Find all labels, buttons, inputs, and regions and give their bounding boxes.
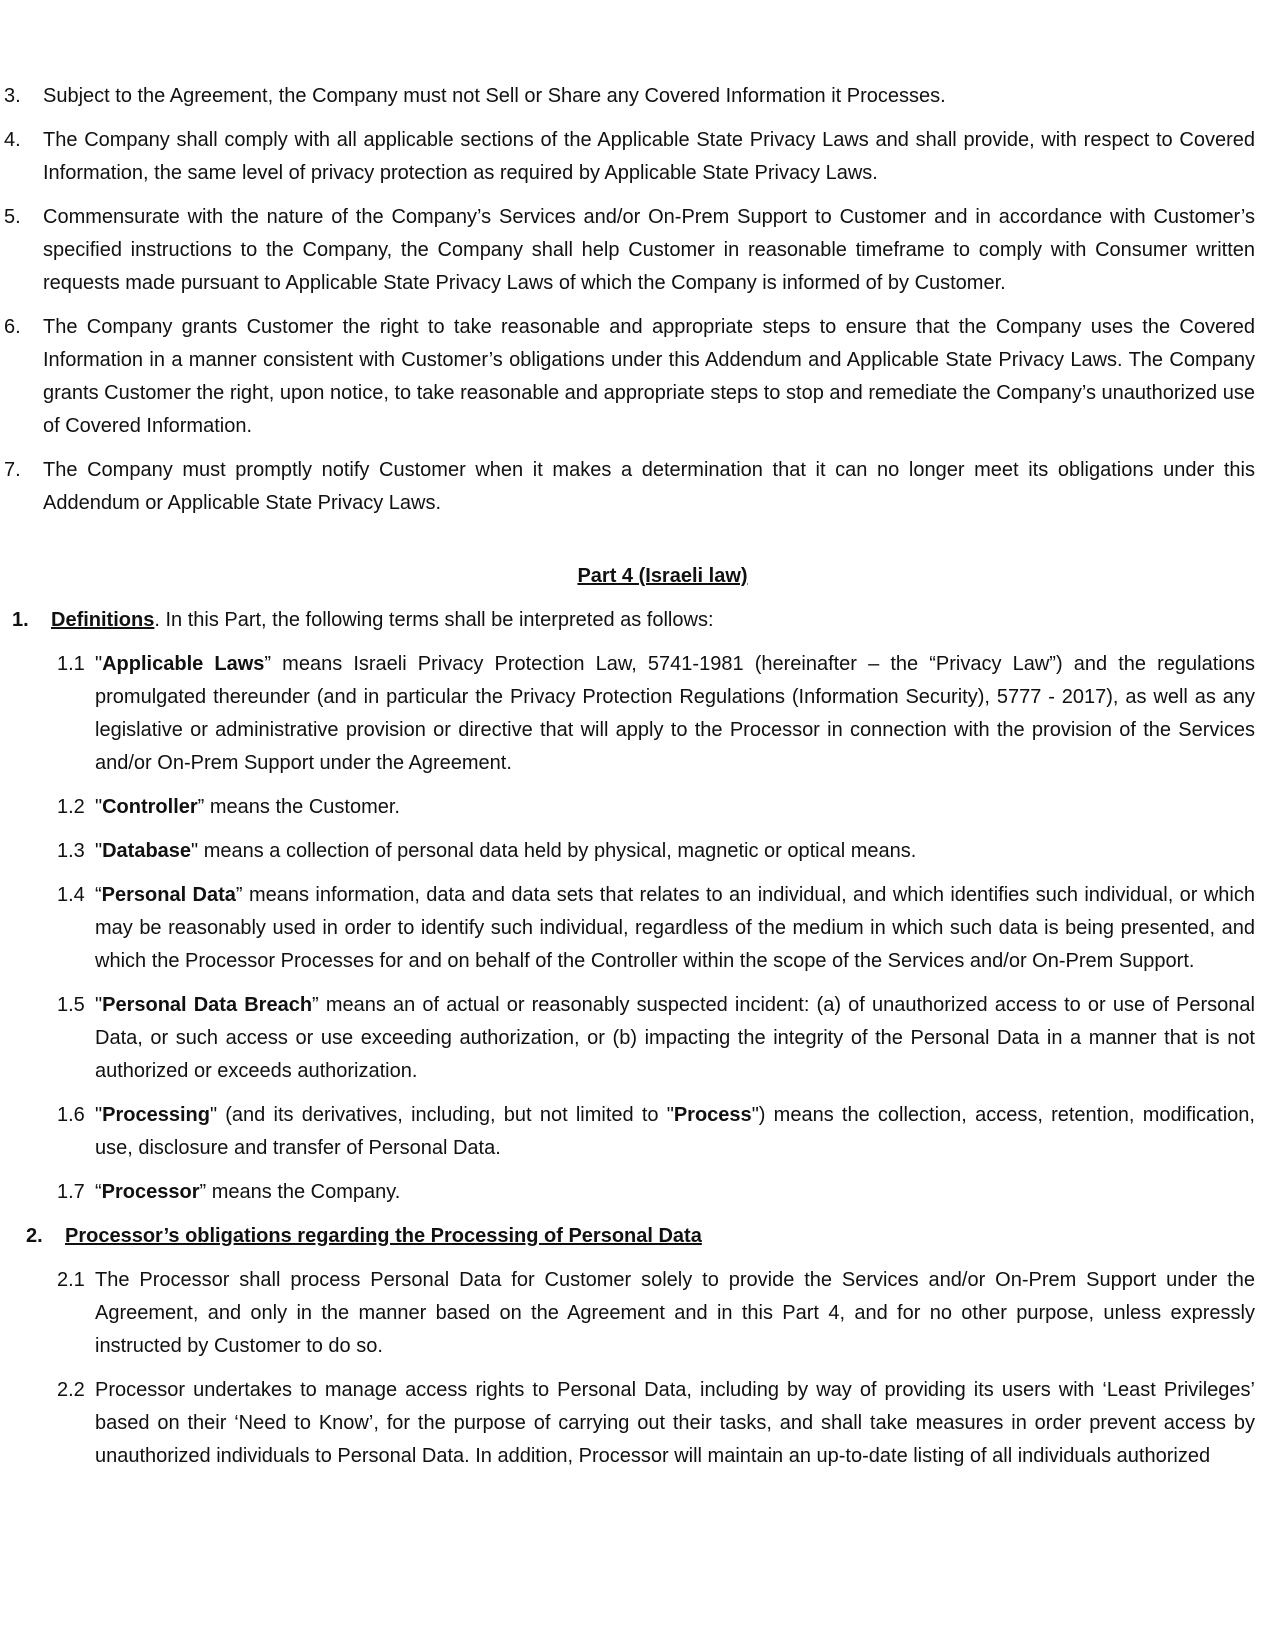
defined-term: Processing — [102, 1104, 210, 1126]
item-text: The Processor shall process Personal Data for Customer solely to provide the Services and/or On-Prem Support under the Agreement, and only in the manner based on the Agreement and in this Part 4, and for no other purpose, unless expressly instructed by Customer to do so. — [95, 1269, 1255, 1357]
defined-term: Processor — [101, 1181, 200, 1203]
definition-item — [0, 791, 1275, 824]
item-text: The Company must promptly notify Customer when it makes a determination that it can no longer meet its obligations under this Addendum or Applicable State Privacy Laws. — [43, 459, 1255, 514]
item-text: Subject to the Agreement, the Company must not Sell or Share any Covered Information it Processes. — [43, 85, 946, 107]
definition-item — [0, 1176, 1275, 1209]
section-number: 1. — [12, 609, 29, 631]
definition-item — [0, 648, 1275, 780]
defined-term: Database — [102, 840, 192, 862]
definition-text: " (and its derivatives, including, but not limited to " — [209, 1104, 674, 1126]
section-heading — [51, 604, 1255, 637]
item-text — [95, 835, 1255, 868]
item-text — [95, 879, 1255, 978]
definition-text: ") means the collection, access, retention, modification, use, disclosure and transfer of Personal Data. — [95, 1104, 1255, 1159]
open-quote: " — [95, 653, 103, 675]
item-number: 2.2 — [57, 1379, 85, 1401]
item-text — [95, 648, 1255, 780]
definition-text: " means a collection of personal data held by physical, magnetic or optical means. — [191, 840, 917, 862]
list-item — [0, 201, 1275, 300]
open-quote: " — [95, 796, 103, 818]
open-quote: " — [95, 994, 103, 1016]
list-item — [0, 311, 1275, 443]
item-number: 1.2 — [57, 796, 85, 818]
defined-term: Controller — [102, 796, 198, 818]
item-text — [95, 1099, 1255, 1165]
list-item — [0, 454, 1275, 520]
definition-text: ” means the Customer. — [197, 796, 400, 818]
section-definitions — [0, 604, 1275, 637]
part-heading: Part 4 (Israeli law) — [577, 565, 748, 587]
definition-item — [0, 879, 1275, 978]
item-number: 1.4 — [57, 884, 85, 906]
item-number: 5. — [4, 206, 21, 228]
obligation-item — [0, 1264, 1275, 1363]
section-title: Definitions — [51, 609, 155, 631]
item-number: 1.5 — [57, 994, 85, 1016]
definition-item — [0, 835, 1275, 868]
section-number: 2. — [26, 1225, 43, 1247]
open-quote: “ — [95, 1181, 102, 1203]
item-text: The Company shall comply with all applicable sections of the Applicable State Privacy Laws and shall provide, with respect to Covered Information, the same level of privacy protection as required by Applicable State Privacy Laws. — [43, 129, 1255, 184]
obligation-item — [0, 1374, 1275, 1473]
item-text — [95, 791, 1255, 824]
list-item — [0, 80, 1275, 113]
definition-item — [0, 1099, 1275, 1165]
item-number: 4. — [4, 129, 21, 151]
item-number: 7. — [4, 459, 21, 481]
item-number: 3. — [4, 85, 21, 107]
item-number: 1.1 — [57, 653, 85, 675]
definition-text: ” means information, data and data sets that relates to an individual, and which identifies such individual, or which may be reasonably used in order to identify such individual, regardless of the medium in which such data is being presented, and which the Processor Processes for and on behalf of the Controller within the scope of the Services and/or On-Prem Support. — [95, 884, 1255, 972]
item-number: 1.3 — [57, 840, 85, 862]
item-text — [95, 989, 1255, 1088]
definition-text: ” means an of actual or reasonably suspected incident: (a) of unauthorized access to or use of Personal Data, or such access or use exceeding authorization, or (b) impacting the integrity of the Personal Data in a manner that is not authorized or exceeds authorization. — [95, 994, 1255, 1082]
item-text: Processor undertakes to manage access rights to Personal Data, including by way of providing its users with ‘Least Privileges’ based on their ‘Need to Know’, for the purpose of carrying out their tasks, and shall take measures in order prevent access by unauthorized individuals to Personal Data. In addition, Processor will maintain an up-to-date listing of all individuals authorized — [95, 1379, 1255, 1467]
item-number: 1.6 — [57, 1104, 85, 1126]
section-intro: . In this Part, the following terms shall be interpreted as follows: — [154, 609, 714, 631]
defined-term: Personal Data Breach — [102, 994, 313, 1016]
defined-term: Process — [673, 1104, 752, 1126]
list-item — [0, 124, 1275, 190]
definition-text: ” means Israeli Privacy Protection Law, 5741-1981 (hereinafter – the “Privacy Law”) and the regulations promulgated thereunder (and in particular the Privacy Protection Regulations (Information Security), 5777 - 2017), as well as any legislative or administrative provision or directive that will apply to the Processor in connection with the provision of the Services and/or On-Prem Support under the Agreement. — [95, 653, 1255, 774]
definition-item — [0, 989, 1275, 1088]
section-heading — [65, 1220, 1255, 1253]
item-number: 2.1 — [57, 1269, 85, 1291]
open-quote: " — [95, 840, 103, 862]
section-title: Processor’s obligations regarding the Processing of Personal Data — [65, 1225, 702, 1247]
definition-text: ” means the Company. — [199, 1181, 401, 1203]
item-number: 6. — [4, 316, 21, 338]
item-text: Commensurate with the nature of the Company’s Services and/or On-Prem Support to Customer and in accordance with Customer’s specified instructions to the Company, the Company shall help Customer in reasonable timeframe to comply with Consumer written requests made pursuant to Applicable State Privacy Laws of which the Company is informed of by Customer. — [43, 206, 1255, 294]
defined-term: Personal Data — [101, 884, 236, 906]
item-text — [95, 1176, 1255, 1209]
defined-term: Applicable Laws — [102, 653, 265, 675]
open-quote: “ — [95, 884, 102, 906]
section-processor-obligations — [0, 1220, 1275, 1253]
open-quote: " — [95, 1104, 103, 1126]
document-body — [0, 80, 1275, 1484]
item-text: The Company grants Customer the right to take reasonable and appropriate steps to ensure that the Company uses the Covered Information in a manner consistent with Customer’s obligations under this Addendum and Applicable State Privacy Laws. The Company grants Customer the right, upon notice, to take reasonable and appropriate steps to stop and remediate the Company’s unauthorized use of Covered Information. — [43, 316, 1255, 437]
item-number: 1.7 — [57, 1181, 85, 1203]
